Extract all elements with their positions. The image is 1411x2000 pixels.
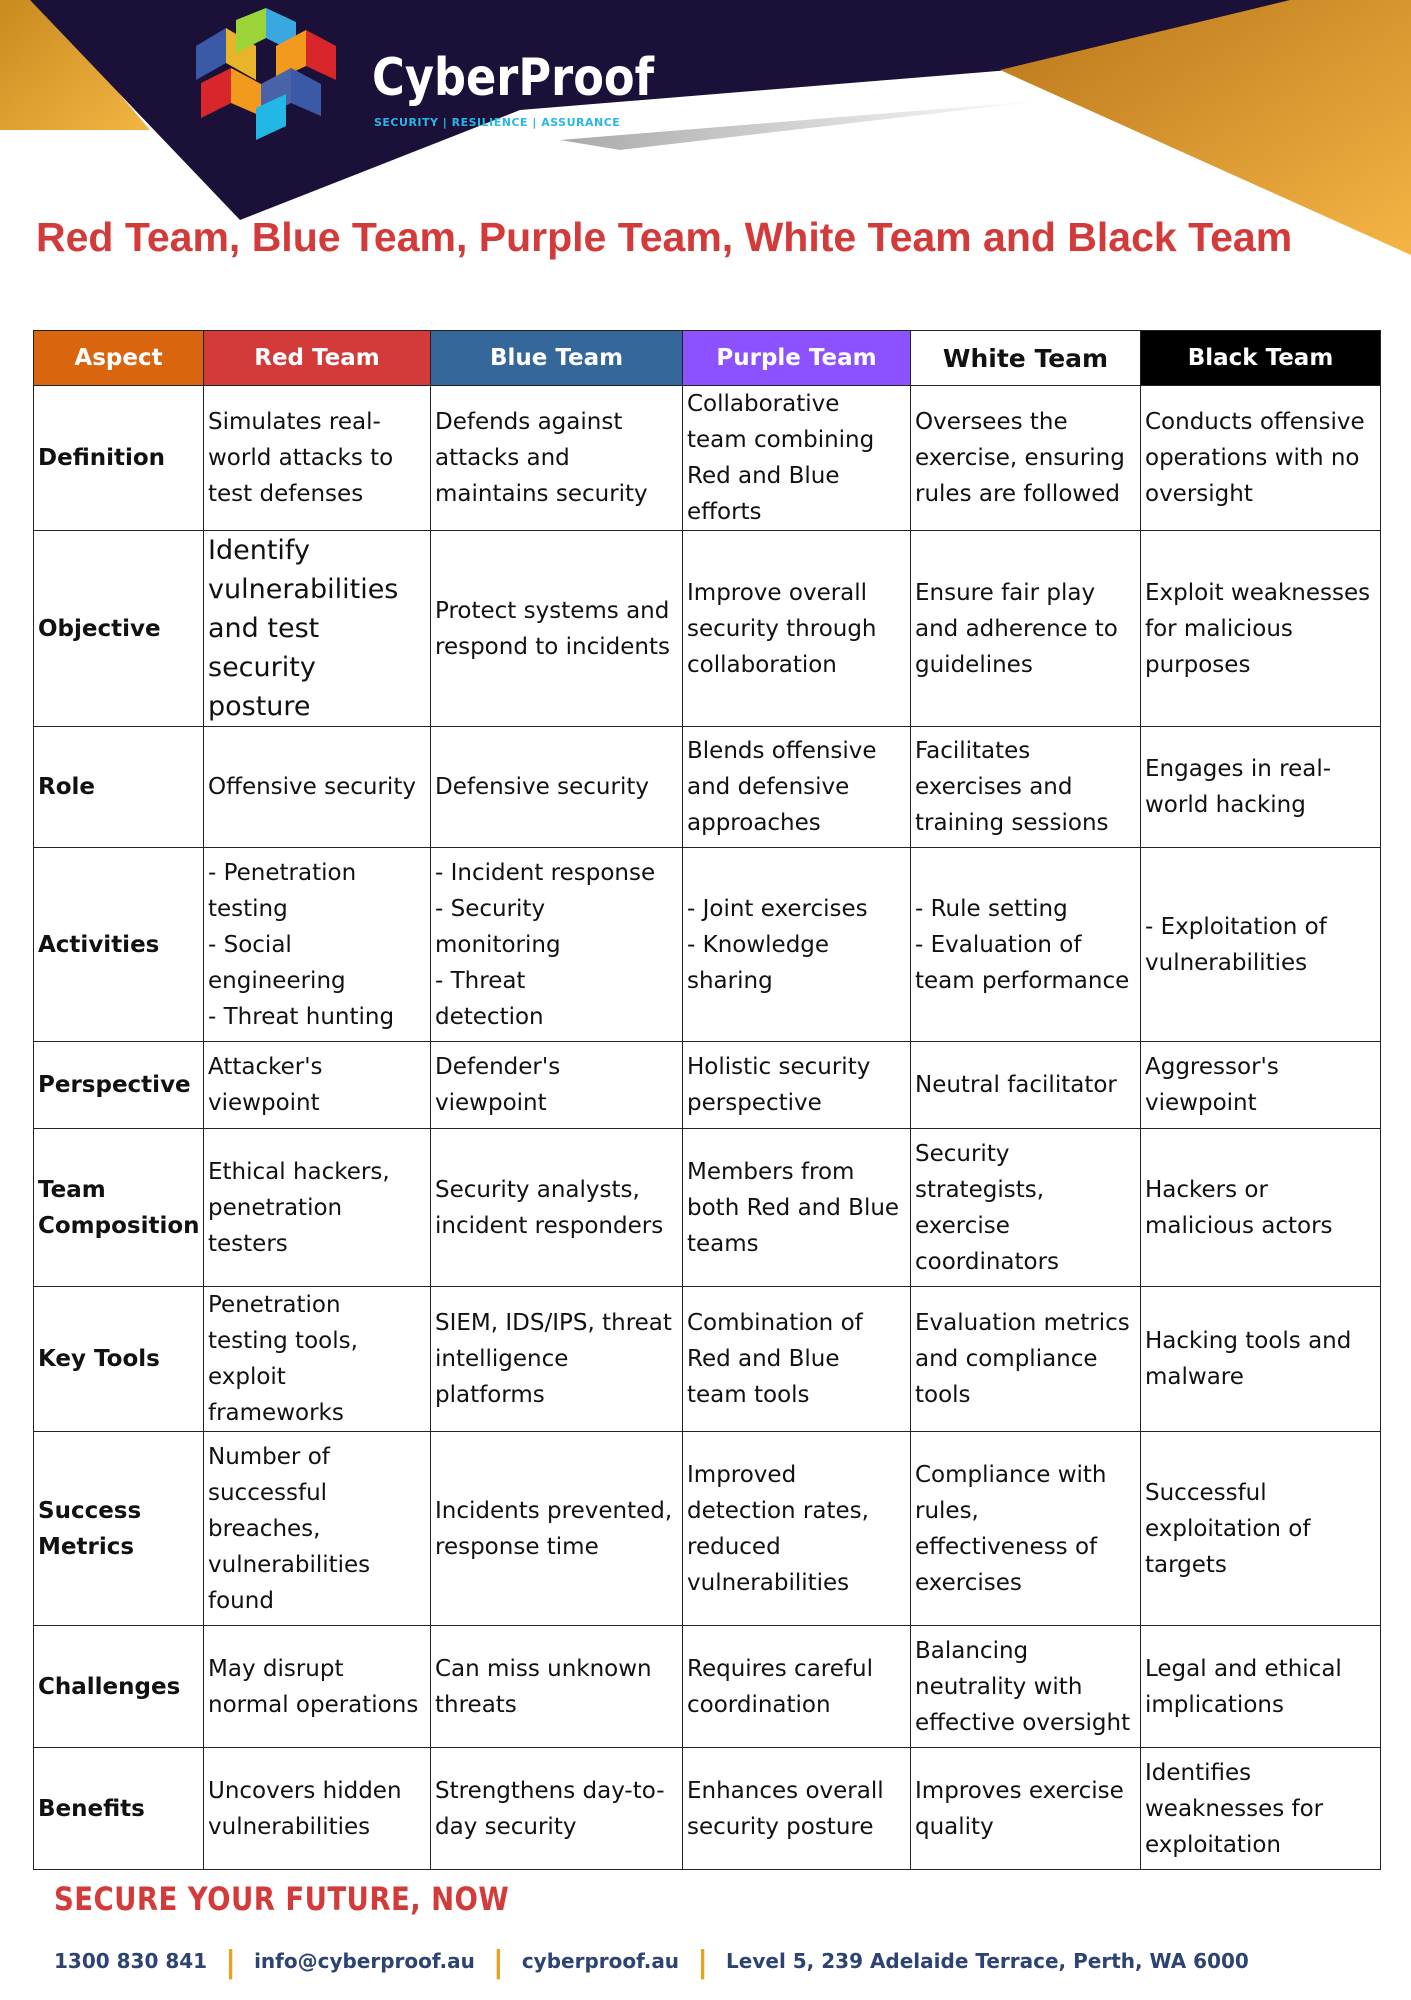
website-link[interactable]: cyberproof.au <box>521 1949 680 1973</box>
table-cell: Exploit weaknesses for malicious purposes <box>1141 531 1381 727</box>
table-cell: Security analysts, incident responders <box>431 1129 683 1287</box>
comparison-table <box>33 330 1381 1870</box>
brand-tagline: SECURITY | RESILIENCE | ASSURANCE <box>374 116 621 129</box>
table-cell: Number of successful breaches, vulnerabilities found <box>204 1432 431 1626</box>
table-cell: - Rule setting - Evaluation of team performance <box>911 848 1141 1042</box>
header-white-team: White Team <box>911 331 1141 386</box>
row-aspect-label: Objective <box>34 531 204 727</box>
cyberproof-logo <box>196 8 356 140</box>
row-aspect-label: Activities <box>34 848 204 1042</box>
table-cell: Compliance with rules, effectiveness of exercises <box>911 1432 1141 1626</box>
table-cell: Protect systems and respond to incidents <box>431 531 683 727</box>
contact-bar <box>54 1945 1249 1980</box>
separator: | <box>492 1945 504 1980</box>
row-aspect-label: Benefits <box>34 1748 204 1870</box>
table-cell: Attacker's viewpoint <box>204 1042 431 1129</box>
table-cell: Incidents prevented, response time <box>431 1432 683 1626</box>
table-cell: Collaborative team combining Red and Blue efforts <box>683 386 911 531</box>
table-cell: Neutral facilitator <box>911 1042 1141 1129</box>
row-aspect-label: Definition <box>34 386 204 531</box>
header-blue-team: Blue Team <box>431 331 683 386</box>
table-cell: Security strategists, exercise coordinators <box>911 1129 1141 1287</box>
table-cell: Evaluation metrics and compliance tools <box>911 1287 1141 1432</box>
row-aspect-label: Role <box>34 727 204 848</box>
header-red-team: Red Team <box>204 331 431 386</box>
table-row <box>34 1626 1381 1748</box>
table-cell: Improves exercise quality <box>911 1748 1141 1870</box>
page-title: Red Team, Blue Team, Purple Team, White Team and Black Team <box>36 214 1293 260</box>
table-cell: Holistic security perspective <box>683 1042 911 1129</box>
table-cell: Hacking tools and malware <box>1141 1287 1381 1432</box>
table-row <box>34 848 1381 1042</box>
table-cell: Defensive security <box>431 727 683 848</box>
table-row <box>34 1748 1381 1870</box>
table-cell: - Penetration testing - Social engineering - Threat hunting <box>204 848 431 1042</box>
header-black-team: Black Team <box>1141 331 1381 386</box>
table-cell: Legal and ethical implications <box>1141 1626 1381 1748</box>
table-cell: Simulates real-world attacks to test defenses <box>204 386 431 531</box>
table-cell: Aggressor's viewpoint <box>1141 1042 1381 1129</box>
table-cell: Combination of Red and Blue team tools <box>683 1287 911 1432</box>
table-cell: Enhances overall security posture <box>683 1748 911 1870</box>
table-row <box>34 1042 1381 1129</box>
table-cell: May disrupt normal operations <box>204 1626 431 1748</box>
table-cell: Ensure fair play and adherence to guidelines <box>911 531 1141 727</box>
table-cell: Balancing neutrality with effective oversight <box>911 1626 1141 1748</box>
table-cell: Uncovers hidden vulnerabilities <box>204 1748 431 1870</box>
table-header-row <box>34 331 1381 386</box>
table-cell: Strengthens day-to-day security <box>431 1748 683 1870</box>
phone-link[interactable]: 1300 830 841 <box>54 1949 208 1973</box>
table-row <box>34 1432 1381 1626</box>
email-link[interactable]: info@cyberproof.au <box>254 1949 475 1973</box>
table-cell: Penetration testing tools, exploit frameworks <box>204 1287 431 1432</box>
table-cell: Members from both Red and Blue teams <box>683 1129 911 1287</box>
table-cell: Ethical hackers, penetration testers <box>204 1129 431 1287</box>
row-aspect-label: Success Metrics <box>34 1432 204 1626</box>
table-cell: Facilitates exercises and training sessions <box>911 727 1141 848</box>
table-cell: Blends offensive and defensive approaches <box>683 727 911 848</box>
header-purple-team: Purple Team <box>683 331 911 386</box>
table-row <box>34 386 1381 531</box>
table-row <box>34 727 1381 848</box>
table-cell: Identifies weaknesses for exploitation <box>1141 1748 1381 1870</box>
footer-cta: SECURE YOUR FUTURE, NOW <box>54 1880 510 1918</box>
table-cell: Offensive security <box>204 727 431 848</box>
table-cell: Hackers or malicious actors <box>1141 1129 1381 1287</box>
table-cell: Requires careful coordination <box>683 1626 911 1748</box>
table-cell: - Exploitation of vulnerabilities <box>1141 848 1381 1042</box>
separator: | <box>225 1945 237 1980</box>
table-cell: - Incident response - Security monitoring - Threat detection <box>431 848 683 1042</box>
brand-name: CyberProof <box>372 48 655 108</box>
table-cell: Identify vulnerabilities and test security posture <box>204 531 431 727</box>
table-cell: SIEM, IDS/IPS, threat intelligence platforms <box>431 1287 683 1432</box>
row-aspect-label: Perspective <box>34 1042 204 1129</box>
table-cell: Conducts offensive operations with no oversight <box>1141 386 1381 531</box>
table-cell: Engages in real-world hacking <box>1141 727 1381 848</box>
address-text: Level 5, 239 Adelaide Terrace, Perth, WA 6000 <box>726 1949 1249 1973</box>
separator: | <box>697 1945 709 1980</box>
table-cell: Can miss unknown threats <box>431 1626 683 1748</box>
table-cell: Defends against attacks and maintains security <box>431 386 683 531</box>
table-row <box>34 1129 1381 1287</box>
table-cell: Oversees the exercise, ensuring rules are followed <box>911 386 1141 531</box>
table-cell: - Joint exercises - Knowledge sharing <box>683 848 911 1042</box>
table-row <box>34 531 1381 727</box>
table-cell: Defender's viewpoint <box>431 1042 683 1129</box>
table-cell: Improve overall security through collaboration <box>683 531 911 727</box>
row-aspect-label: Team Composition <box>34 1129 204 1287</box>
header-aspect: Aspect <box>34 331 204 386</box>
table-cell: Successful exploitation of targets <box>1141 1432 1381 1626</box>
table-cell: Improved detection rates, reduced vulnerabilities <box>683 1432 911 1626</box>
row-aspect-label: Key Tools <box>34 1287 204 1432</box>
row-aspect-label: Challenges <box>34 1626 204 1748</box>
table-row <box>34 1287 1381 1432</box>
